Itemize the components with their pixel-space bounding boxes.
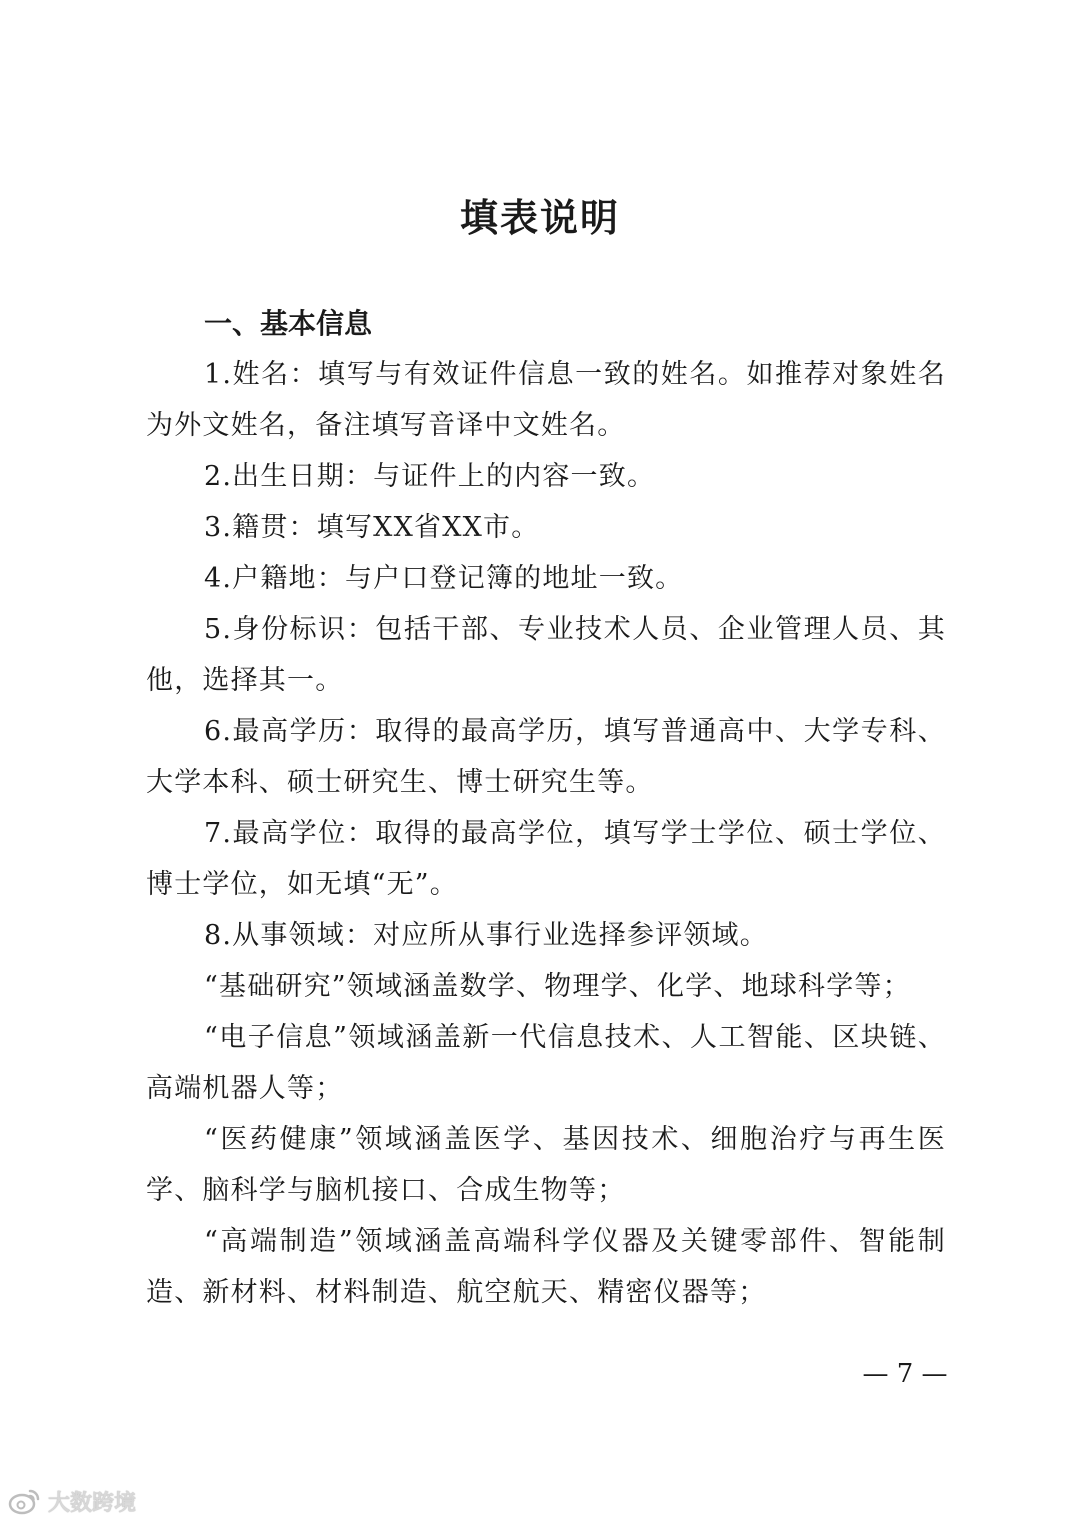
paragraph-field-electronics: “电子信息”领域涵盖新一代信息技术、人工智能、区块链、高端机器人等； <box>146 1022 946 1104</box>
paragraph-field: 8.从事领域：对应所从事行业选择参评领域。 <box>204 920 768 951</box>
section-heading: 一、基本信息 <box>204 307 373 340</box>
paragraph-degree: 7.最高学位：取得的最高学位，填写学士学位、硕士学位、博士学位，如无填“无”。 <box>146 818 946 900</box>
paragraph-field-health: “医药健康”领域涵盖医学、基因技术、细胞治疗与再生医学、脑科学与脑机接口、合成生物等； <box>146 1124 946 1206</box>
watermark-text: 大数跨境 <box>48 1490 137 1516</box>
paragraph-native-place: 3.籍贯：填写XX省XX市。 <box>204 512 540 543</box>
page-number: — 7 — <box>862 1359 948 1389</box>
watermark <box>8 1483 136 1519</box>
paragraph-field-manufacturing: “高端制造”领域涵盖高端科学仪器及关键零部件、智能制造、新材料、材料制造、航空航天、精密仪器等； <box>146 1226 946 1308</box>
paragraph-name: 1.姓名：填写与有效证件信息一致的姓名。如推荐对象姓名为外文姓名，备注填写音译中文姓名。 <box>146 359 946 441</box>
paragraph-household-registration: 4.户籍地：与户口登记簿的地址一致。 <box>204 563 684 594</box>
paragraph-birth-date: 2.出生日期：与证件上的内容一致。 <box>204 461 656 492</box>
document-body <box>146 298 946 1318</box>
paragraph-education: 6.最高学历：取得的最高学历，填写普通高中、大学专科、大学本科、硕士研究生、博士研究生等。 <box>146 716 946 798</box>
paragraph-identity: 5.身份标识：包括干部、专业技术人员、企业管理人员、其他，选择其一。 <box>146 614 946 696</box>
page-title: 填表说明 <box>459 196 620 240</box>
paragraph-field-basic-research: “基础研究”领域涵盖数学、物理学、化学、地球科学等； <box>204 971 911 1002</box>
weibo-logo-icon <box>8 1487 42 1515</box>
